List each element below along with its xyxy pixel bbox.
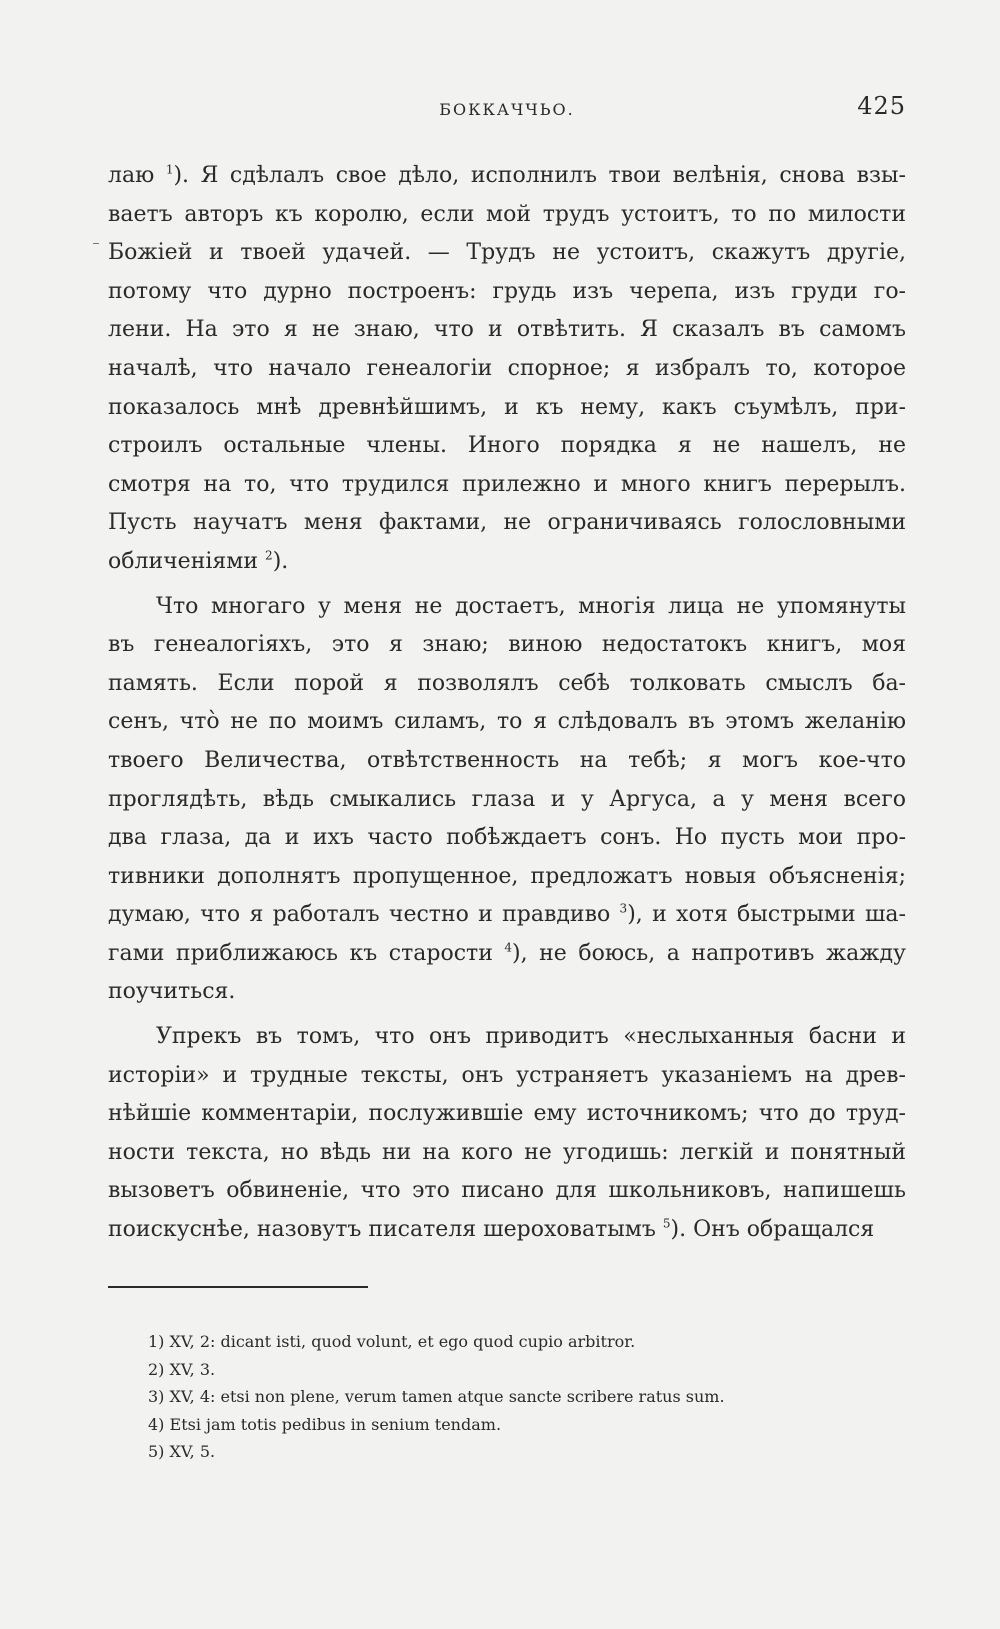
text-line	[108, 504, 906, 543]
text-run: вызоветъ обвиненіе, что это писано для школьниковъ, напишешь	[108, 1178, 906, 1204]
page-number: 425	[857, 92, 906, 120]
paragraph	[108, 157, 906, 582]
text-line	[108, 427, 906, 466]
text-run: ности текста, но вѣдь ни на кого не угодишь: легкій и понятный	[108, 1139, 906, 1165]
text-run: поискуснѣе, назовутъ писателя шероховатымъ	[108, 1217, 663, 1243]
paragraph	[108, 1018, 906, 1250]
footnote: 3) XV, 4: etsi non plene, verum tamen atque sancte scribere ratus sum.	[148, 1387, 725, 1406]
text-run: гами приближаюсь къ старости	[108, 940, 505, 966]
text-line	[108, 273, 906, 312]
text-run: ), и хотя быстрыми ша-	[627, 902, 906, 928]
footnote-ref: 2	[265, 548, 273, 563]
text-run: думаю, что я работалъ честно и правдиво	[108, 902, 620, 928]
text-line	[108, 350, 906, 389]
footnotes	[148, 1328, 888, 1466]
text-run: память. Если порой я позволялъ себѣ толковать смыслъ ба-	[108, 670, 906, 696]
text-run: смотря на то, что трудился прилежно и много книгъ перерылъ.	[108, 471, 906, 497]
text-line	[108, 234, 906, 273]
footnote-ref: 5	[662, 1216, 671, 1231]
footnote: 1) XV, 2: dicant isti, quod volunt, et ego quod cupio arbitror.	[148, 1332, 636, 1351]
body-text	[108, 157, 906, 1250]
paragraph	[108, 588, 906, 1013]
text-line	[108, 858, 906, 897]
text-run: ). Онъ обращался	[670, 1217, 875, 1243]
text-line	[108, 311, 906, 350]
text-line	[108, 973, 906, 1012]
text-run: ваетъ авторъ къ королю, если мой трудъ устоитъ, то по милости	[108, 201, 906, 227]
text-run: проглядѣть, вѣдь смыкались глаза и у Аргуса, а у меня всего	[108, 786, 906, 812]
footnote-ref: 3	[619, 901, 628, 916]
text-run: началѣ, что начало генеалогіи спорное; я избралъ то, которое	[108, 355, 906, 381]
text-run: Упрекъ въ томъ, что онъ приводитъ «неслыханныя басни и	[156, 1024, 906, 1050]
text-line	[108, 703, 906, 742]
text-run: ), не боюсь, а напротивъ жажду	[512, 940, 906, 966]
footnote-separator	[108, 1286, 368, 1288]
text-run: твоего Величества, отвѣтственность на тебѣ; я могъ кое-что	[108, 747, 906, 773]
text-run: два глаза, да и ихъ часто побѣждаетъ сонъ. Но пусть мои про-	[108, 825, 906, 851]
text-line	[108, 665, 906, 704]
text-line	[108, 742, 906, 781]
text-run: ). Я сдѣлалъ свое дѣло, исполнилъ твои велѣнія, снова взы-	[173, 163, 906, 188]
footnote: 5) XV, 5.	[148, 1442, 216, 1461]
footnote: 4) Etsi jam totis pedibus in senium tendam.	[148, 1414, 502, 1434]
text-line	[108, 157, 906, 196]
text-line	[108, 389, 906, 428]
running-head: БОККАЧЧЬО.	[439, 100, 575, 119]
text-line	[108, 1211, 906, 1250]
footnote-ref: 1	[165, 162, 174, 177]
text-line	[108, 1172, 906, 1211]
footnote-ref: 4	[504, 940, 513, 955]
footnote: 2) XV, 3.	[148, 1359, 216, 1379]
text-run: поучиться.	[108, 979, 236, 1005]
text-run: въ генеалогіяхъ, это я знаю; виною недостатокъ книгъ, моя	[108, 632, 906, 658]
text-run: ).	[272, 548, 289, 574]
text-line	[108, 781, 906, 820]
text-run: Божіей и твоей удачей. — Трудъ не устоитъ, скажутъ другіе,	[108, 240, 906, 266]
text-line	[108, 196, 906, 235]
text-run: сенъ, что̀ не по моимъ силамъ, то я слѣдовалъ въ этомъ желанію	[108, 709, 906, 735]
text-line	[108, 935, 906, 974]
text-line	[108, 1134, 906, 1173]
text-run: лаю	[108, 163, 166, 188]
text-line	[108, 1095, 906, 1134]
text-line	[108, 896, 906, 935]
text-line	[108, 626, 906, 665]
text-line	[108, 1057, 906, 1096]
text-run: Пусть научатъ меня фактами, не ограничиваясь голословными	[108, 510, 906, 536]
page-header	[108, 92, 906, 128]
text-line	[108, 543, 906, 582]
text-run: строилъ остальные члены. Иного порядка я не нашелъ, не	[108, 433, 906, 459]
text-line	[108, 819, 906, 858]
text-line	[108, 1018, 906, 1057]
text-run: лени. На это я не знаю, что и отвѣтить. Я сказалъ въ самомъ	[108, 317, 906, 343]
text-line	[108, 466, 906, 505]
text-line	[108, 588, 906, 627]
margin-mark	[93, 243, 99, 244]
text-run: обличеніями	[108, 548, 266, 574]
text-run: нѣйшіе комментаріи, послужившіе ему источникомъ; что до труд-	[108, 1101, 906, 1127]
text-run: показалось мнѣ древнѣйшимъ, и къ нему, какъ съумѣлъ, при-	[108, 394, 906, 420]
text-run: Что многаго у меня не достаетъ, многія лица не упомянуты	[156, 593, 906, 619]
text-run: тивники дополнятъ пропущенное, предложатъ новыя объясненія;	[108, 863, 906, 889]
text-run: исторіи» и трудные тексты, онъ устраняетъ указаніемъ на древ-	[108, 1062, 906, 1088]
text-run: потому что дурно построенъ: грудь изъ черепа, изъ груди го-	[108, 278, 906, 304]
